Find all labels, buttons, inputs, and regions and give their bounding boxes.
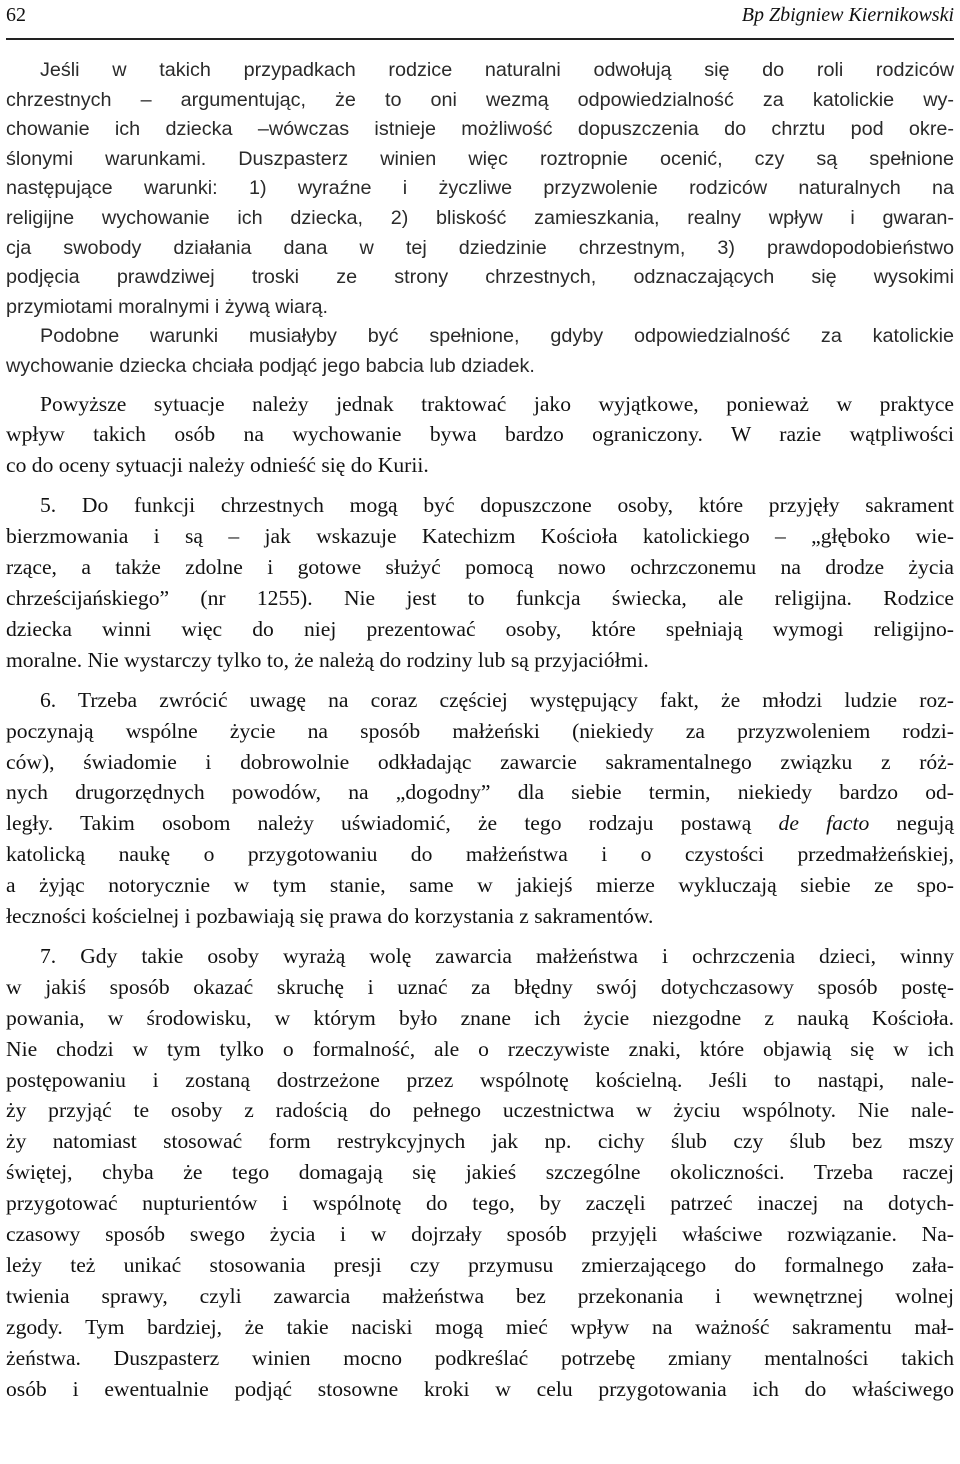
text-line: zgody. Tym bardziej, że takie naciski mogą mieć wpływ na ważność sakramentu mał- (6, 1314, 954, 1339)
paragraph-point-6 (6, 685, 954, 932)
text-line: nych drugorzędnych powodów, na „dogodny” dla siebie termin, niekiedy bardzo od- (6, 780, 954, 805)
text-line: chowanie ich dziecka –wówczas istnieje możliwość dopuszczenia do chrztu pod okre- (6, 118, 954, 141)
text-line: przymiotami moralnymi i żywą wiarą. (6, 295, 329, 318)
text-line (6, 808, 954, 839)
text-line: 6. Trzeba zwrócić uwagę na coraz częściej występujący fakt, że młodzi ludzie roz- (40, 687, 954, 712)
text-line: dziecka winni więc do niej prezentować osoby, które spełniają wymogi religijno- (6, 616, 954, 641)
text-line: poczynają wspólne życie na sposób małżeński (niekiedy za przyzwoleniem rodzi- (6, 718, 954, 743)
text-line: powania, w środowisku, w którym było znane ich życie niezgodne z nauką Kościoła. (6, 1005, 954, 1030)
text-line: ży przyjąć te osoby z radością do pełnego uczestnictwa w życiu wspólnoty. Nie nale- (6, 1098, 954, 1123)
text-line: chrześcijańskiego” (nr 1255). Nie jest to funkcja świecka, ale religijna. Rodzice (6, 585, 954, 610)
text-line: świętej, chyba że tego domagają się jakieś szczególne okoliczności. Trzeba raczej (6, 1160, 954, 1185)
text-line: osób i ewentualnie podjąć stosowne kroki w celu przygotowania ich do właściwego (6, 1376, 954, 1401)
text-line: ży natomiast stosować form restrykcyjnych jak np. cichy ślub czy ślub bez mszy (6, 1129, 954, 1154)
text-line: Podobne warunki musiałyby być spełnione, gdyby odpowiedzialność za katolickie (40, 325, 954, 348)
body-text (6, 56, 954, 1405)
text-segment: negują (896, 811, 954, 836)
paragraph-grandparents (6, 322, 954, 381)
text-line: a żyjąc notorycznie w tym stanie, same w jakiejś mierze wykluczają siebie ze spo- (6, 873, 954, 898)
running-header (6, 4, 954, 32)
running-head-author: Bp Zbigniew Kiernikowski (741, 4, 954, 26)
text-line: Nie chodzi w tym tylko o formalność, ale o rzeczywiste znaki, które objawią się w ich (6, 1036, 954, 1061)
text-line: Jeśli w takich przypadkach rodzice naturalni odwołują się do roli rodziców (40, 59, 954, 81)
text-line: łeczności kościelnej i pozbawiają się prawa do korzystania z sakramentów. (6, 904, 654, 929)
text-line: wpływ takich osób na wychowanie bywa bardzo ograniczony. W razie wątpliwości (6, 422, 954, 447)
text-line: podjęcia prawdziwej troski ze strony chrzestnych, odznaczających się wysokimi (6, 266, 954, 289)
text-line: rzące, a także zdolne i gotowe służyć pomocą nowo ochrzczonemu na drodze życia (6, 555, 954, 580)
text-line: w jakiś sposób okazać skruchę i uznać za błędny swój dotychczasowy sposób postę- (6, 974, 954, 999)
text-line: cja swobody działania dana w tej dziedzinie chrzestnym, 3) prawdopodobieństwo (6, 236, 954, 259)
text-segment: legły. Takim osobom należy uświadomić, że tego rodzaju postawą (6, 811, 752, 836)
paragraph-conditions (6, 56, 954, 322)
italic-phrase: de facto (778, 811, 870, 836)
text-line: żeństwa. Duszpasterz winien mocno podkreślać potrzebę zmiany mentalności takich (6, 1345, 954, 1370)
paragraph-exceptional (6, 389, 954, 482)
text-line: ślonymi warunkami. Duszpasterz winien więc roztropnie ocenić, czy są spełnione (6, 147, 954, 170)
paragraph-point-5 (6, 490, 954, 675)
document-page (6, 0, 954, 1464)
text-line: wychowanie dziecka chciała podjąć jego babcia lub dziadek. (6, 354, 535, 377)
text-line: postępowaniu i zostaną dostrzeżone przez wspólnotę kościelną. Jeśli to nastąpi, nale- (6, 1067, 954, 1092)
text-line: Powyższe sytuacje należy jednak traktować jako wyjątkowe, ponieważ w praktyce (40, 391, 954, 416)
text-line: katolicką naukę o przygotowaniu do małżeństwa i o czystości przedmałżeńskiej, (6, 842, 954, 867)
text-line: czasowy sposób swego życia i w dojrzały sposób przyjęli właściwe rozwiązanie. Na- (6, 1222, 954, 1247)
text-line: religijne wychowanie ich dziecka, 2) bliskość zamieszkania, realny wpływ i gwaran- (6, 206, 954, 229)
text-line: co do oceny sytuacji należy odnieść się do Kurii. (6, 453, 429, 478)
text-line: przygotować nupturientów i wspólnotę do tego, by zaczęli patrzeć inaczej na dotych- (6, 1191, 954, 1216)
text-line: twienia sprawy, czyli zawarcia małżeństwa bez przekonania i wewnętrznej wolnej (6, 1283, 954, 1308)
text-line: moralne. Nie wystarczy tylko to, że należą do rodziny lub są przyjaciółmi. (6, 647, 649, 672)
page-number: 62 (6, 4, 26, 26)
text-line: bierzmowania i są – jak wskazuje Katechizm Kościoła katolickiego – „głęboko wie- (6, 524, 954, 549)
text-line: leży też unikać stosowania presji czy przymusu zmierzającego do formalnego zała- (6, 1253, 954, 1277)
header-rule (6, 38, 954, 40)
text-line: chrzestnych – argumentując, że to oni wezmą odpowiedzialność za katolickie wy- (6, 88, 954, 111)
text-line: ców), świadomie i dobrowolnie odkładając zawarcie sakramentalnego związku z róż- (6, 749, 954, 774)
paragraph-point-7 (6, 941, 954, 1405)
text-line: 7. Gdy takie osoby wyrażą wolę zawarcia małżeństwa i ochrzczenia dzieci, winny (40, 943, 954, 968)
text-line: 5. Do funkcji chrzestnych mogą być dopuszczone osoby, które przyjęły sakrament (40, 493, 954, 518)
text-line: następujące warunki: 1) wyraźne i życzliwe przyzwolenie rodziców naturalnych na (6, 177, 954, 200)
